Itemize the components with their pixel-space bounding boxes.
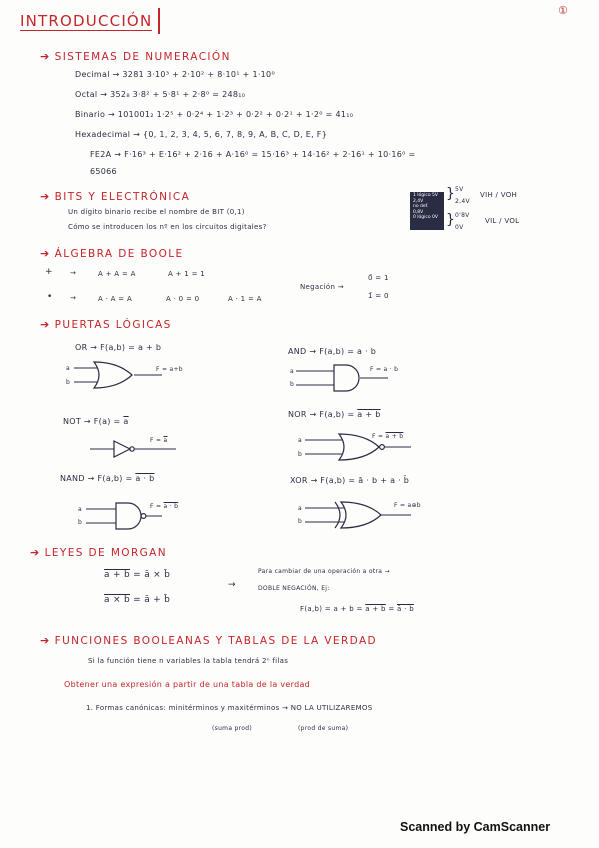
- heading-text: FUNCIONES BOOLEANAS Y TABLAS DE LA VERDAD: [54, 635, 378, 647]
- arrow-icon: ➔: [40, 318, 51, 331]
- not-output-expr: $\overline{a}$: [163, 437, 168, 444]
- note-high-bottom: 2,4V: [455, 198, 470, 205]
- not-expression: $\overline{a}$: [123, 417, 129, 426]
- and-definition: AND → F(a,b) = a · b: [288, 347, 377, 356]
- heading-text: LEYES DE MORGAN: [44, 547, 168, 559]
- note-high-label: VIH / VOH: [480, 191, 518, 199]
- heading-text: SISTEMAS DE NUMERACIÓN: [54, 51, 231, 63]
- law-2-equals: =: [133, 595, 142, 605]
- section-heading-bits: [40, 190, 190, 203]
- morgan-example: [300, 605, 414, 613]
- example-equals: =: [388, 605, 395, 613]
- negation-rule-2: 1̄ = 0: [368, 292, 389, 300]
- hex-result: 65066: [90, 167, 117, 176]
- or-gate-icon: [74, 360, 164, 390]
- nand-input-b: b: [78, 519, 83, 526]
- nand-label: NAND → F(a,b) =: [60, 474, 133, 483]
- nand-expression: a · b: [135, 474, 155, 483]
- page-number: ①: [558, 4, 568, 17]
- prod-arrow-icon: →: [70, 294, 77, 302]
- arrow-icon: ➔: [40, 634, 51, 647]
- not-definition: [63, 417, 129, 426]
- funciones-red-line: Obtener una expresión a partir de una tabla de la verdad: [64, 680, 311, 689]
- sum-symbol: +: [45, 267, 53, 277]
- nor-definition: [288, 410, 381, 419]
- sum-rule-b: A + 1 = 1: [168, 270, 206, 278]
- law-2-left: a × b: [104, 595, 130, 605]
- nor-input-b: b: [298, 451, 303, 458]
- sum-arrow-icon: →: [70, 269, 77, 277]
- product-symbol: •: [47, 292, 53, 302]
- or-input-b: b: [66, 379, 71, 386]
- bits-line-1: Un dígito binario recibe el nombre de BIT (0,1): [68, 208, 245, 216]
- brace-high-icon: }: [446, 186, 456, 202]
- nor-output: [372, 433, 403, 440]
- xor-output: F = a⊕b: [394, 502, 421, 509]
- nand-input-a: a: [78, 506, 82, 513]
- or-definition: OR → F(a,b) = a + b: [75, 343, 162, 352]
- example-double-negation: a + b: [365, 605, 386, 613]
- nand-definition: [60, 474, 154, 483]
- prod-rule-b: A · 0 = 0: [166, 295, 200, 303]
- and-input-a: a: [290, 368, 294, 375]
- nand-output-expr: a · b: [163, 503, 179, 510]
- funciones-sub-2: (prod de suma): [298, 725, 349, 732]
- bits-line-2: Cómo se introducen los nº en los circuitos digitales?: [68, 223, 267, 231]
- or-output: F = a+b: [156, 366, 183, 373]
- note-low-label: VIL / VOL: [485, 217, 520, 225]
- arrow-icon: ➔: [40, 50, 51, 63]
- heading-text: PUERTAS LÓGICAS: [54, 319, 172, 331]
- nor-output-prefix: F =: [372, 433, 384, 440]
- negation-rule-1: 0̄ = 1: [368, 274, 389, 282]
- nand-output-prefix: F =: [150, 503, 162, 510]
- law-1-equals: =: [133, 570, 142, 580]
- negation-label: Negación →: [300, 283, 344, 291]
- brace-low-icon: }: [446, 212, 456, 228]
- nor-input-a: a: [298, 437, 302, 444]
- or-input-a: a: [66, 365, 70, 372]
- note-high-top: 5V: [455, 186, 464, 193]
- title-divider: [158, 8, 160, 34]
- voltage-row: 0,8V: [413, 209, 424, 215]
- decimal-line: Decimal → 3281 3·10³ + 2·10² + 8·10¹ + 1·10⁰: [75, 70, 275, 79]
- hexadecimal-line: Hexadecimal → {0, 1, 2, 3, 4, 5, 6, 7, 8, 9, A, B, C, D, E, F}: [75, 130, 328, 139]
- not-output-prefix: F =: [150, 437, 162, 444]
- not-label: NOT → F(a) =: [63, 417, 121, 426]
- xor-input-b: b: [298, 518, 303, 525]
- note-low-bottom: 0V: [455, 224, 464, 231]
- octal-line: Octal → 352₈ 3·8² + 5·8¹ + 2·8⁰ = 248₁₀: [75, 90, 246, 99]
- prod-rule-c: A · 1 = A: [228, 295, 262, 303]
- morgan-arrow: →: [228, 580, 236, 590]
- section-heading-sistemas: [40, 50, 231, 63]
- nor-label: NOR → F(a,b) =: [288, 410, 355, 419]
- note-low-top: 0'8V: [455, 212, 470, 219]
- xor-input-a: a: [298, 505, 302, 512]
- morgan-law-2: [104, 595, 170, 605]
- sum-rule-a: A + A = A: [98, 270, 136, 278]
- voltage-row: 2,4V: [413, 198, 424, 204]
- hex-example-line: FE2A → F·16³ + E·16² + 2·16 + A·16⁰ = 15·16³ + 14·16² + 2·16¹ + 10·16⁰ =: [90, 150, 416, 159]
- arrow-icon: ➔: [40, 190, 51, 203]
- arrow-icon: ➔: [40, 247, 51, 260]
- voltage-row: 0 lógico 0V: [413, 215, 439, 220]
- example-prefix: F(a,b) = a + b =: [300, 605, 363, 613]
- funciones-line-1: Si la función tiene n variables la tabla tendrá 2ⁿ filas: [88, 657, 289, 665]
- nor-output-expr: a + b: [385, 433, 404, 440]
- scanner-watermark: Scanned by CamScanner: [400, 820, 551, 834]
- section-heading-funciones: [40, 634, 377, 647]
- and-input-b: b: [290, 381, 295, 388]
- law-2-right: ā + b̄: [144, 595, 171, 605]
- and-output: F = a · b: [370, 366, 399, 373]
- heading-text: ÁLGEBRA DE BOOLE: [54, 248, 184, 260]
- section-heading-algebra: [40, 247, 184, 260]
- voltage-table: [410, 192, 444, 230]
- section-heading-morgan: [30, 546, 167, 559]
- morgan-note-2: DOBLE NEGACIÓN, Ej:: [258, 585, 330, 592]
- morgan-law-1: [104, 570, 170, 580]
- arrow-icon: ➔: [30, 546, 41, 559]
- voltage-row: no def.: [413, 204, 429, 209]
- xor-definition: XOR → F(a,b) = ā · b + a · b̄: [290, 476, 410, 485]
- not-output: [150, 437, 168, 444]
- nand-output: [150, 503, 178, 510]
- law-1-left: a + b: [104, 570, 130, 580]
- example-result: ā · b̄: [397, 605, 414, 613]
- funciones-item-1: 1. Formas canónicas: minitérminos y maxitérminos → NO LA UTILIZAREMOS: [86, 704, 373, 712]
- section-heading-puertas: [40, 318, 172, 331]
- page-title: INTRODUCCIÓN: [20, 12, 153, 30]
- heading-text: BITS Y ELECTRÓNICA: [54, 191, 191, 203]
- voltage-row: 1 lógico 5V: [413, 193, 439, 198]
- nor-expression: a + b: [357, 410, 381, 419]
- morgan-note-1: Para cambiar de una operación a otra →: [258, 568, 390, 575]
- funciones-sub-1: (suma prod): [212, 725, 252, 732]
- binary-line: Binario → 101001₂ 1·2⁵ + 0·2⁴ + 1·2³ + 0·2² + 0·2¹ + 1·2⁰ = 41₁₀: [75, 110, 354, 119]
- prod-rule-a: A · A = A: [98, 295, 133, 303]
- law-1-right: ā × b̄: [144, 570, 171, 580]
